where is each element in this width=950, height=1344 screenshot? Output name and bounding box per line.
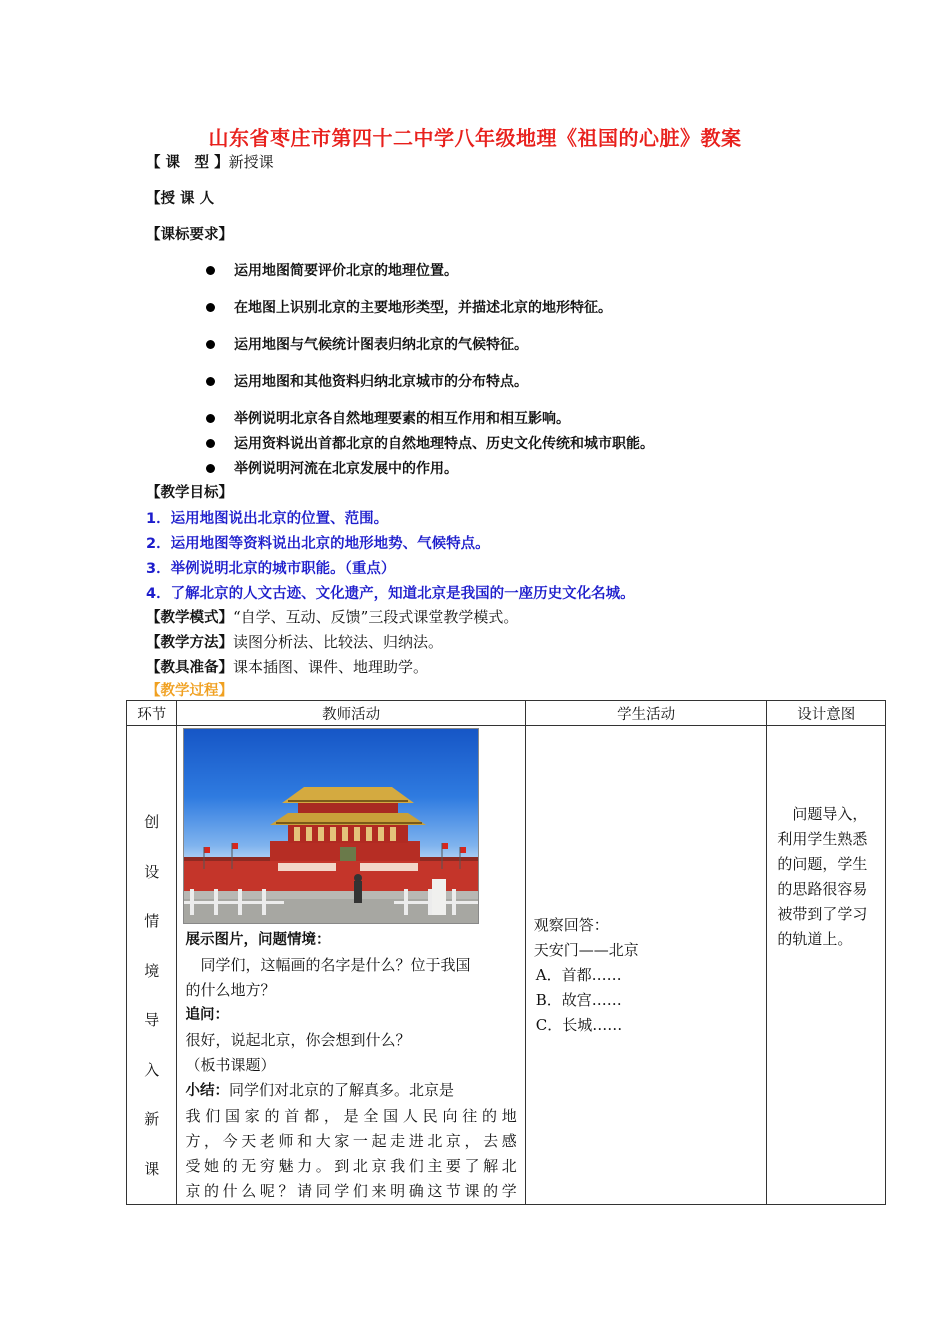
- goal-item: 4．了解北京的人文古迹、文化遗产，知道北京是我国的一座历史文化名城。: [146, 586, 635, 602]
- header-teacher: 教师活动: [177, 701, 525, 726]
- header-design: 设计意图: [767, 701, 886, 726]
- bullet-icon: [206, 303, 215, 312]
- teacher-row: [146, 188, 214, 209]
- bullet-icon: [206, 266, 215, 275]
- standard-item: 运用地图和其他资料归纳北京城市的分布特点。: [206, 371, 528, 391]
- mode-row: [146, 607, 518, 628]
- standard-item: 运用地图与气候统计图表归纳北京的气候特征。: [206, 334, 528, 354]
- goals-label: 【教学目标】: [146, 485, 233, 501]
- student-activity-text: 观察回答： 天安门——北京 A．首都…… B．故宫…… C．长城……: [533, 916, 639, 1034]
- stage-cell: [127, 726, 177, 1205]
- goal-item: 1．运用地图说出北京的位置、范围。: [146, 511, 389, 527]
- goal-item: 3．举例说明北京的城市职能。（重点）: [146, 561, 396, 577]
- standard-item: 在地图上识别北京的主要地形类型，并描述北京的地形特征。: [206, 297, 612, 317]
- process-label: 【教学过程】: [146, 683, 233, 699]
- bullet-icon: [206, 340, 215, 349]
- standard-item: 举例说明河流在北京发展中的作用。: [206, 458, 458, 478]
- header-stage: 环节: [127, 701, 177, 726]
- document-title: 山东省枣庄市第四十二中学八年级地理《祖国的心脏》教案: [208, 126, 742, 150]
- process-heading: [146, 680, 233, 701]
- bullet-icon: [206, 414, 215, 423]
- teacher-step-title: 追问：: [185, 1007, 229, 1023]
- tools-label: 【教具准备】: [146, 660, 233, 676]
- standard-item: 运用资料说出首都北京的自然地理特点、历史文化传统和城市职能。: [206, 433, 654, 453]
- teacher-activity-text: 展示图片，问题情境： 同学们，这幅画的名字是什么？位于我国 的什么地方？ 追问： 很好，说起北京，你会想到什么？ （板书课题） 小结：同学们对北京的了解真多。北京是 我们国家的首都，是全国人民向往的地 方，今天老师和大家一起走进北京，去感 受她的无穷魅力。到北京我们主要了解北 京的什么呢？请同学们来明确这节课的学: [185, 928, 516, 1204]
- method-label: 【教学方法】: [146, 635, 233, 651]
- mode-label: 【教学模式】: [146, 610, 233, 626]
- method-value: 读图分析法、比较法、归纳法。: [233, 633, 444, 651]
- lesson-table: [126, 700, 886, 1205]
- mode-value: “自学、互动、反馈”三段式课堂教学模式。: [233, 608, 519, 626]
- student-cell: [525, 726, 767, 1205]
- course-type-label: 【 课 型 】: [146, 155, 229, 171]
- stage-text: 创 设 情 境 导 入 新 课: [144, 813, 160, 1178]
- design-intent-text: 问题导入， 利用学生熟悉 的问题，学生 的思路很容易 被带到了学习 的轨道上。: [777, 805, 868, 948]
- bullet-icon: [206, 377, 215, 386]
- standards-heading: [146, 224, 233, 245]
- teacher-step-title: 展示图片，问题情境：: [185, 932, 331, 948]
- standards-label: 【课标要求】: [146, 227, 233, 243]
- course-type-value: 新授课: [228, 153, 274, 171]
- tools-row: [146, 657, 428, 678]
- bullet-icon: [206, 439, 215, 448]
- table-header-row: [127, 701, 886, 726]
- teacher-cell: [177, 726, 525, 1205]
- bullet-icon: [206, 464, 215, 473]
- goal-item: 2．运用地图等资料说出北京的地形地势、气候特点。: [146, 536, 490, 552]
- design-cell: [767, 726, 886, 1205]
- table-row: [127, 726, 886, 1205]
- teacher-step-title: 小结：: [185, 1083, 229, 1099]
- tiananmen-photo: [183, 728, 479, 924]
- course-type-row: [146, 152, 274, 173]
- standard-item: 运用地图简要评价北京的地理位置。: [206, 260, 458, 280]
- standard-item: 举例说明北京各自然地理要素的相互作用和相互影响。: [206, 408, 570, 428]
- header-student: 学生活动: [525, 701, 767, 726]
- method-row: [146, 632, 443, 653]
- teacher-label: 【授 课 人: [146, 191, 215, 207]
- goals-heading: [146, 482, 233, 503]
- tools-value: 课本插图、课件、地理助学。: [233, 658, 429, 676]
